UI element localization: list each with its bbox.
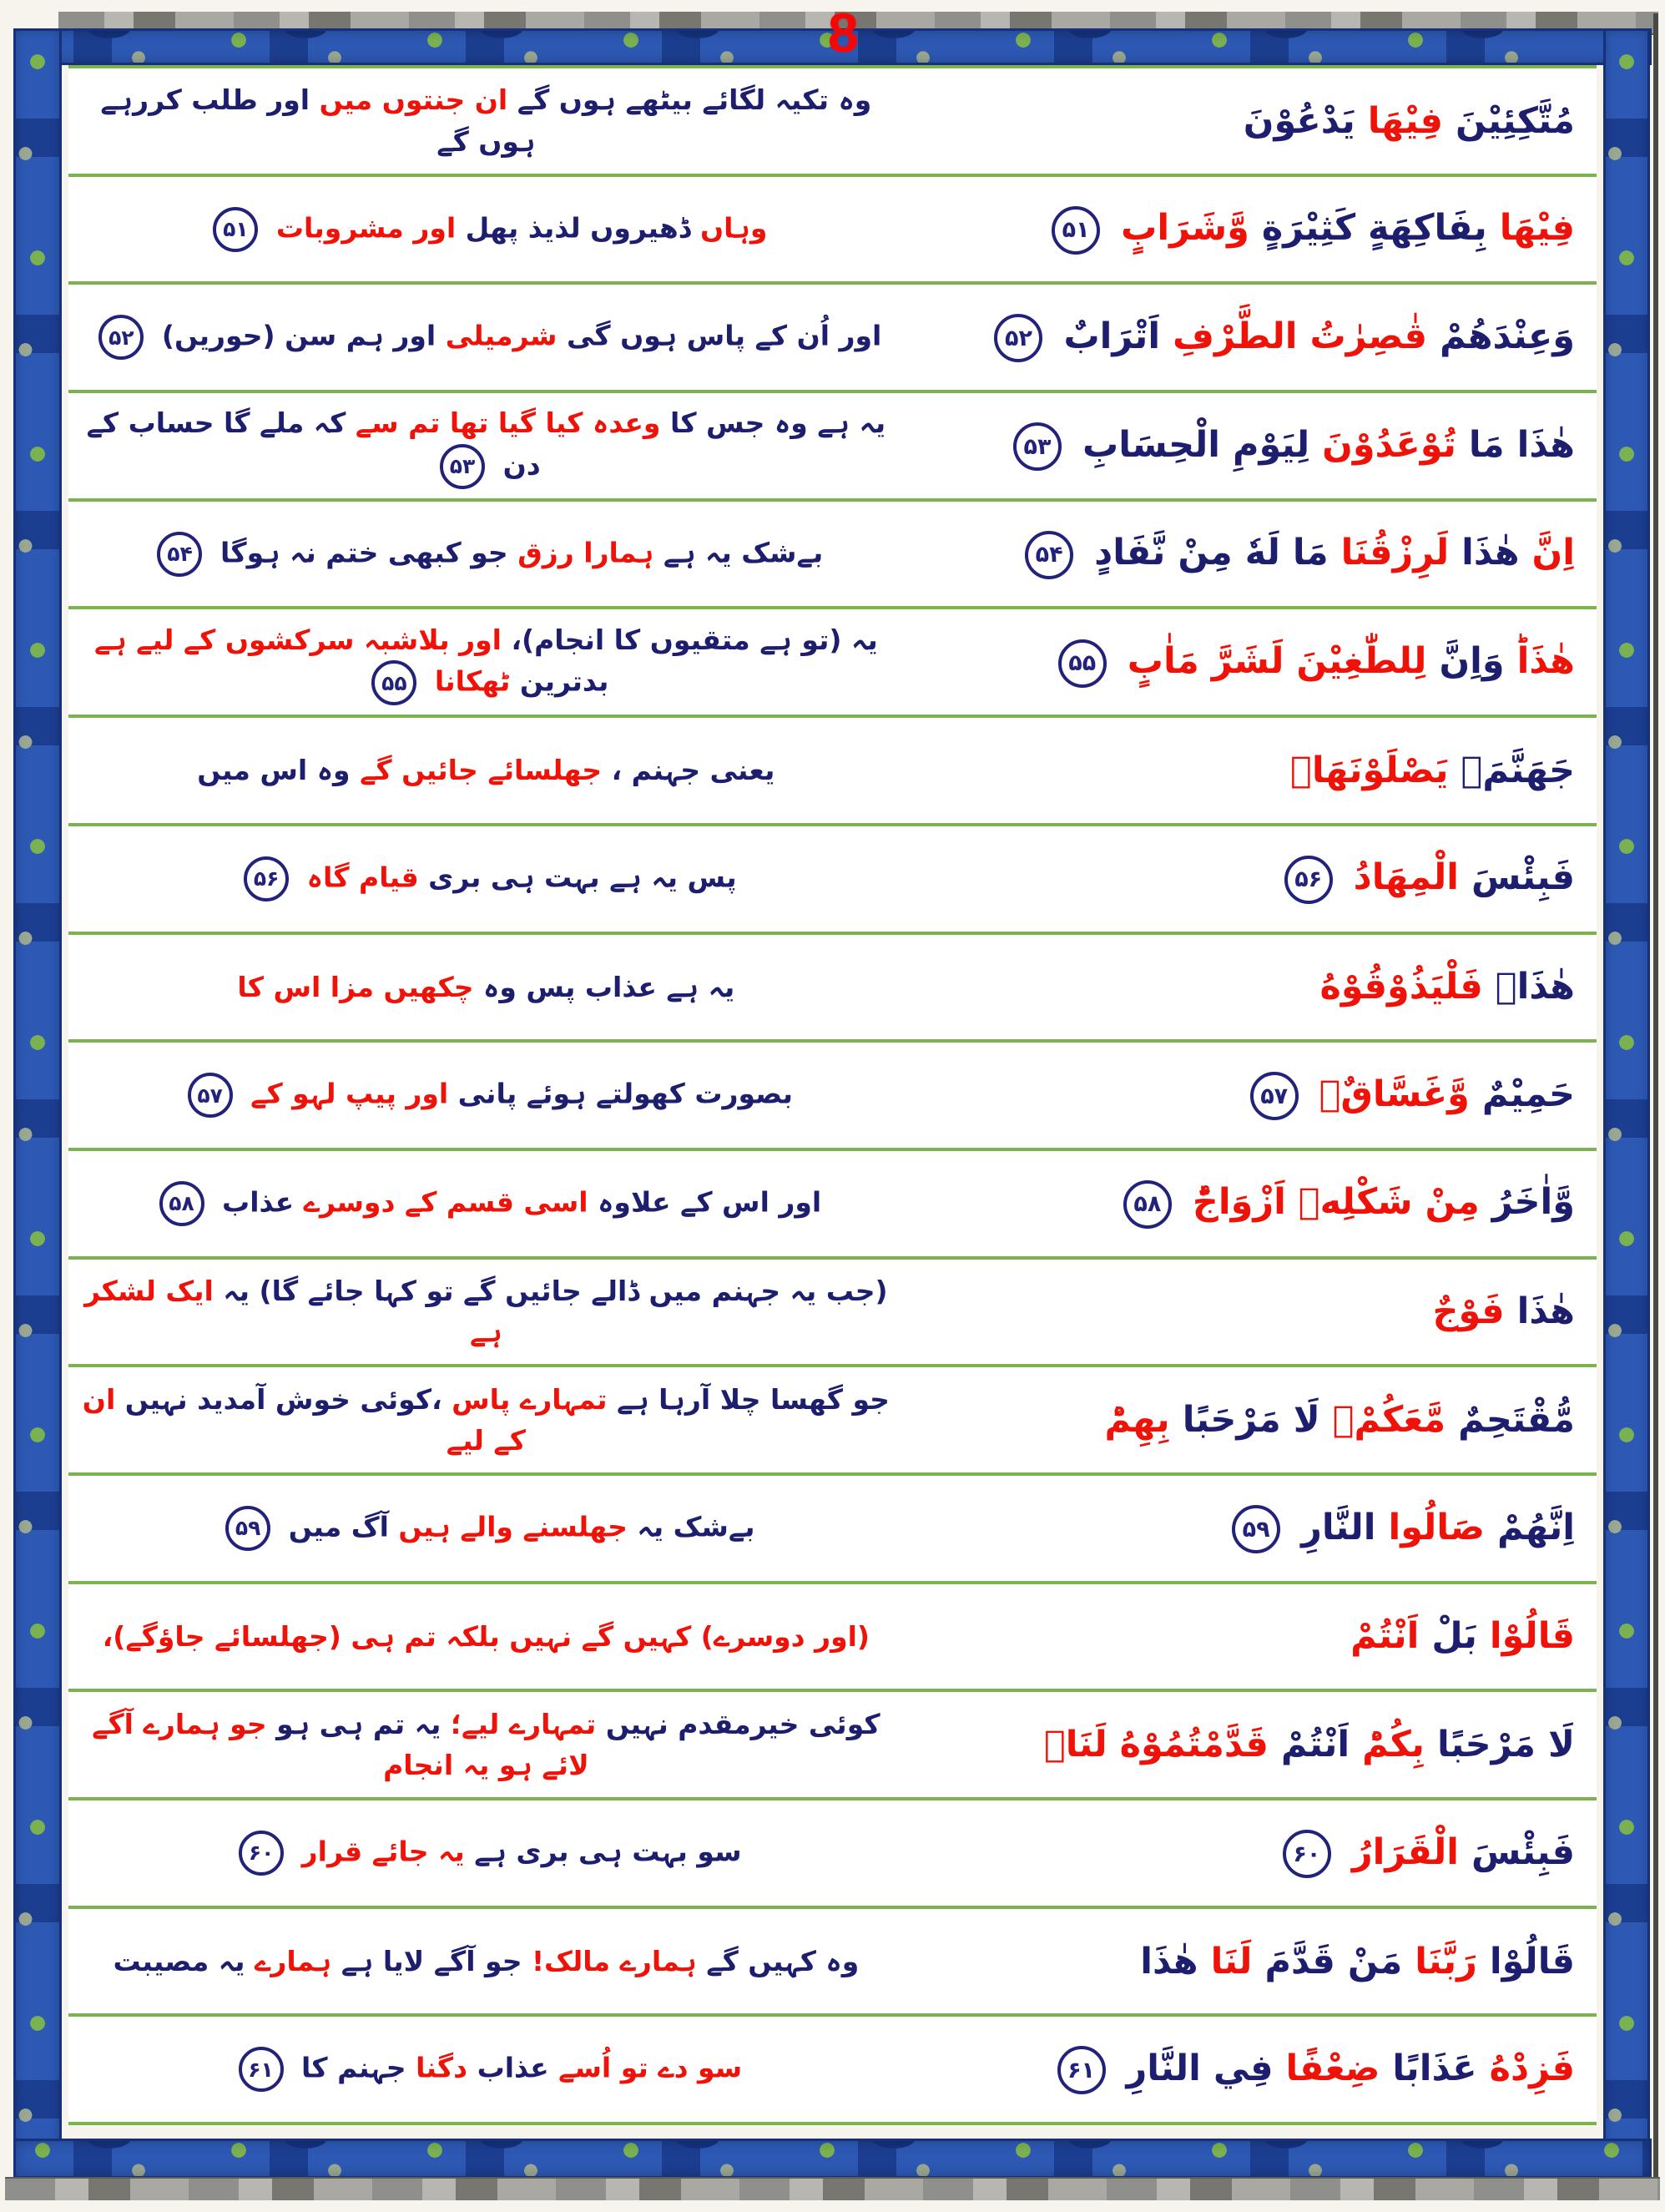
verse-row	[68, 826, 1597, 935]
verse-number-badge: ۵۳	[1013, 422, 1062, 471]
urdu-text-segment: (اور دوسرے) کہیں گے نہیں بلکہ تم ہی (جھلسائے جاؤگے)،	[102, 1619, 870, 1653]
urdu-text-segment: اسی قسم کے دوسرے	[303, 1185, 588, 1219]
verse-number-badge: ۵۷	[1250, 1072, 1299, 1120]
verse-number-badge: ۵۵	[371, 660, 416, 705]
arabic-text-segment: فَلْيَذُوْقُوْهُ	[1319, 966, 1483, 1008]
arabic-text-segment: قَدَّمْتُمُوْهُ لَنَاۚ	[1043, 1724, 1269, 1766]
urdu-text-segment: (جب یہ جہنم میں ڈالے جائیں گے تو کہا جائے گا) یہ	[223, 1274, 888, 1307]
arabic-text-segment: يَدْعُوْنَ	[1243, 99, 1355, 142]
urdu-text-segment: دگنا	[416, 2051, 468, 2084]
urdu-text-segment: سو بہت ہی بری ہے	[474, 1835, 742, 1868]
verse-row	[68, 1909, 1597, 2018]
verse-table	[68, 65, 1597, 2125]
urdu-translation	[68, 746, 907, 795]
arabic-text-segment: الْمِهَادُ	[1353, 856, 1459, 899]
arabic-text-segment: اَتْرَابٌ	[1063, 315, 1161, 357]
arabic-text-segment: مُتَّكِئِيْنَ	[1456, 99, 1575, 142]
urdu-text-segment: چکھیں مزا اس کا	[237, 970, 474, 1003]
arabic-text-segment: بِكُمْؕ	[1362, 1724, 1425, 1766]
urdu-translation	[68, 528, 907, 580]
arabic-verse	[907, 1608, 1597, 1664]
urdu-translation	[68, 399, 907, 492]
urdu-text-segment: بےشک یہ ہے	[663, 536, 824, 569]
arabic-text-segment: وَّشَرَابٍ	[1121, 207, 1249, 250]
arabic-text-segment: رَبَّنَا	[1415, 1940, 1477, 1982]
verse-number-badge: ۵۷	[188, 1073, 233, 1118]
arabic-verse	[907, 1934, 1597, 1989]
scan-edge-right	[1653, 13, 1658, 2199]
verse-row	[68, 177, 1597, 285]
arabic-text-segment: فَزِدْهُ	[1489, 2047, 1575, 2089]
urdu-text-segment: اور پیپ لہو کے	[250, 1077, 449, 1110]
urdu-text-segment: یہ مصیبت	[113, 1944, 245, 1977]
verse-number-badge: ۵۱	[1052, 206, 1100, 255]
verse-row	[68, 1367, 1597, 1476]
urdu-translation	[68, 1502, 907, 1554]
arabic-verse	[907, 2041, 1597, 2098]
arabic-verse	[907, 309, 1597, 366]
arabic-text-segment: بِهِمْؕ	[1104, 1399, 1170, 1442]
urdu-text-segment: کہ ملے گا حساب کے دن	[86, 407, 541, 482]
urdu-translation	[68, 2043, 907, 2095]
urdu-text-segment: جو ہمارے آگے لائے ہو یہ انجام	[92, 1707, 589, 1782]
arabic-text-segment: الْقَرَارُ	[1351, 1831, 1459, 1873]
urdu-translation	[68, 311, 907, 363]
urdu-text-segment: بصورت کھولتے ہوئے پانی	[457, 1077, 794, 1110]
verse-number-badge: ۵۹	[1232, 1505, 1280, 1553]
arabic-text-segment: ضِعْفًا	[1285, 2047, 1380, 2089]
ornate-border-left	[13, 28, 62, 2179]
arabic-text-segment: تُوْعَدُوْنَ	[1322, 423, 1456, 466]
urdu-translation	[68, 1069, 907, 1121]
verse-row	[68, 609, 1597, 718]
urdu-text-segment: کوئی خیرمقدم نہیں	[605, 1707, 880, 1740]
urdu-text-segment: عذاب	[477, 2051, 549, 2084]
arabic-text-segment: هٰذَا	[1516, 1290, 1575, 1333]
arabic-text-segment: اَنْتُمْ	[1350, 1615, 1420, 1658]
urdu-text-segment: وعدہ کیا گیا تھا تم سے	[355, 407, 661, 440]
verse-number-badge: ۵۳	[440, 444, 485, 489]
verse-number-badge: ۶۱	[1057, 2046, 1106, 2094]
scan-strip-bottom	[5, 2179, 1660, 2200]
urdu-text-segment: عذاب	[222, 1185, 295, 1219]
verse-row	[68, 1151, 1597, 1260]
arabic-text-segment: لَنَا	[1210, 1940, 1253, 1982]
urdu-translation	[68, 1613, 907, 1661]
verse-row	[68, 1584, 1597, 1693]
verse-row	[68, 1260, 1597, 1368]
urdu-text-segment: ٹھکانا	[434, 664, 511, 698]
urdu-text-segment: پس یہ ہے بہت ہی بری	[428, 861, 737, 894]
verse-number-badge: ۵۵	[1058, 639, 1107, 688]
arabic-text-segment: فَوْجٌ	[1432, 1290, 1505, 1333]
verse-row	[68, 2017, 1597, 2122]
verse-row	[68, 393, 1597, 502]
arabic-text-segment: جَهَنَّمَۚ	[1461, 749, 1575, 791]
verse-number-badge: ۵۹	[225, 1506, 270, 1551]
verse-number-badge: ۵۴	[1025, 531, 1073, 579]
verse-row	[68, 68, 1597, 177]
urdu-text-segment: یعنی جہنم ،	[611, 754, 775, 787]
ornate-border-bottom	[13, 2139, 1652, 2179]
arabic-text-segment: لَرِزْقُنَا	[1340, 532, 1450, 574]
urdu-text-segment: ان کے لیے	[82, 1382, 526, 1457]
arabic-text-segment: يَصْلَوْنَهَاۚ	[1290, 749, 1449, 791]
arabic-text-segment: النَّارِ	[1301, 1506, 1376, 1548]
urdu-text-segment: ان جنتوں میں	[319, 83, 508, 117]
urdu-translation	[68, 1700, 907, 1790]
verse-number-badge: ۶۱	[239, 2047, 284, 2092]
arabic-text-segment: هٰذَاؕ	[1516, 640, 1575, 683]
urdu-text-segment: وہاں	[699, 211, 768, 245]
arabic-text-segment: مِنْ شَكْلِهٖ اَزْوَاجٌؕ	[1192, 1181, 1480, 1224]
arabic-text-segment: فَبِئْسَ	[1471, 856, 1575, 899]
verse-row	[68, 1476, 1597, 1584]
urdu-translation	[68, 853, 907, 905]
verse-number-badge: ۵۶	[244, 856, 289, 901]
urdu-text-segment: وہ تکیہ لگائے بیٹھے ہوں گے	[517, 83, 872, 117]
arabic-verse	[907, 959, 1597, 1014]
arabic-text-segment: اِنَّ	[1531, 532, 1575, 574]
arabic-text-segment: مَّعَكُمْۚ	[1332, 1399, 1446, 1442]
arabic-verse	[907, 93, 1597, 149]
urdu-text-segment: تمہارے لیے؛	[450, 1707, 597, 1740]
arabic-text-segment: مُّقْتَحِمٌ	[1458, 1399, 1575, 1442]
arabic-text-segment: وَاِنَّ	[1439, 640, 1505, 683]
urdu-translation	[68, 204, 907, 255]
arabic-text-segment: قَالُوْا	[1489, 1615, 1575, 1658]
verse-number-badge: ۵۶	[1284, 856, 1333, 904]
arabic-verse	[907, 1284, 1597, 1339]
urdu-text-segment: جو آگے لایا ہے	[341, 1944, 522, 1977]
urdu-text-segment: اور ہم سن (حوریں)	[161, 319, 436, 352]
verse-row	[68, 285, 1597, 393]
verse-row	[68, 1800, 1597, 1909]
arabic-text-segment: اَنْتُمْ	[1280, 1724, 1350, 1766]
arabic-text-segment: لَا مَرْحَبًا	[1182, 1399, 1320, 1442]
arabic-verse	[907, 850, 1597, 907]
arabic-text-segment: مَنْ قَدَّمَ	[1264, 1940, 1403, 1982]
urdu-text-segment: اور مشروبات	[275, 211, 457, 245]
verse-number-badge: ۶۰	[1283, 1830, 1331, 1878]
arabic-text-segment: وَّغَسَّاقٌۙ	[1319, 1073, 1470, 1115]
verse-number-badge: ۵۸	[1123, 1180, 1172, 1229]
arabic-text-segment: قٰصِرٰتُ الطَّرْفِ	[1173, 315, 1427, 357]
arabic-verse	[907, 1500, 1597, 1558]
urdu-text-segment: جو کبھی ختم نہ ہوگا	[219, 536, 508, 569]
arabic-text-segment: لِيَوْمِ الْحِسَابِ	[1082, 423, 1310, 466]
arabic-verse	[907, 743, 1597, 798]
verse-row	[68, 935, 1597, 1043]
arabic-text-segment: مَا لَهٗ مِنْ نَّفَادٍ	[1094, 532, 1329, 574]
urdu-translation	[68, 1267, 907, 1356]
arabic-text-segment: وَّاٰخَرُ	[1491, 1181, 1575, 1224]
urdu-text-segment: یہ (تو ہے متقیوں کا انجام)،	[511, 623, 878, 656]
urdu-text-segment: ڈھیروں لذیذ پھل	[465, 211, 691, 245]
urdu-text-segment: بدترین	[519, 664, 609, 698]
urdu-text-segment: بےشک یہ	[637, 1510, 755, 1543]
urdu-text-segment: ایک لشکر ہے	[84, 1274, 502, 1349]
verse-row	[68, 502, 1597, 610]
arabic-text-segment: قَالُوْا	[1489, 1940, 1575, 1982]
urdu-translation	[68, 1937, 907, 1986]
arabic-verse	[907, 1717, 1597, 1772]
urdu-translation	[68, 1178, 907, 1230]
verse-row	[68, 1692, 1597, 1800]
arabic-text-segment: فِيْهَا	[1499, 207, 1575, 250]
arabic-verse	[907, 525, 1597, 583]
urdu-text-segment: وہ اس میں	[197, 754, 351, 787]
urdu-text-segment: ہمارے	[255, 1944, 332, 1977]
verse-number-badge: ۵۲	[98, 315, 144, 360]
urdu-text-segment: شرمیلی	[445, 319, 558, 352]
urdu-text-segment: جھلسائے جائیں گے	[360, 754, 603, 787]
urdu-text-segment: قیام گاہ	[306, 861, 419, 894]
urdu-text-segment: یہ تم ہی ہو	[276, 1707, 441, 1740]
verse-number-badge: ۵۸	[159, 1181, 204, 1226]
arabic-text-segment: هٰذَا	[1140, 1940, 1198, 1982]
urdu-translation	[68, 963, 907, 1012]
urdu-text-segment: اور اس کے علاوہ	[598, 1185, 822, 1219]
arabic-text-segment: هٰذَاۙ	[1495, 966, 1575, 1008]
arabic-verse	[907, 1067, 1597, 1124]
urdu-text-segment: اور طلب کررہے ہوں گے	[100, 83, 536, 158]
verse-number-badge: ۶۰	[239, 1831, 284, 1876]
urdu-translation	[68, 1827, 907, 1879]
arabic-text-segment: فَبِئْسَ	[1471, 1831, 1575, 1873]
verse-row	[68, 718, 1597, 826]
urdu-translation	[68, 76, 907, 165]
urdu-text-segment: یہ جائے قرار	[301, 1835, 465, 1868]
urdu-text-segment: ،کوئی خوش آمدید نہیں	[124, 1382, 442, 1416]
urdu-text-segment: وہ کہیں گے	[706, 1944, 860, 1977]
arabic-text-segment: هٰذَا	[1461, 532, 1520, 574]
urdu-text-segment: یہ ہے وہ جس کا	[669, 407, 886, 440]
arabic-text-segment: حَمِيْمٌ	[1481, 1073, 1575, 1115]
arabic-text-segment: فِي النَّارِ	[1126, 2047, 1274, 2089]
verse-number-badge: ۵۲	[994, 314, 1042, 362]
arabic-text-segment: فِيْهَا	[1367, 99, 1444, 142]
arabic-verse	[907, 1392, 1597, 1447]
urdu-translation	[68, 1376, 907, 1465]
urdu-text-segment: اور بلاشبہ سرکشوں کے لیے ہے	[94, 623, 502, 656]
arabic-text-segment: اِنَّهُمْ	[1497, 1506, 1575, 1548]
urdu-text-segment: ہمارا رزق	[517, 536, 654, 569]
verse-number-badge: ۵۴	[157, 532, 202, 577]
arabic-verse	[907, 1825, 1597, 1882]
verse-row	[68, 1043, 1597, 1151]
arabic-text-segment: بِفَاكِهَةٍ كَثِيْرَةٍ	[1261, 207, 1487, 250]
arabic-verse	[907, 634, 1597, 691]
arabic-verse	[907, 417, 1597, 475]
arabic-text-segment: لِلطّٰغِيْنَ لَشَرَّ مَاٰبٍ	[1127, 640, 1427, 683]
urdu-text-segment: آگ میں	[288, 1510, 389, 1543]
arabic-text-segment: بَلْ	[1431, 1615, 1477, 1658]
arabic-text-segment: صَالُوا	[1388, 1506, 1486, 1548]
arabic-text-segment: وَعِنْدَهُمْ	[1439, 315, 1575, 357]
urdu-text-segment: تمہارے پاس	[452, 1382, 608, 1416]
ornate-border-right	[1603, 28, 1650, 2179]
arabic-text-segment: هٰذَا مَا	[1468, 423, 1575, 466]
arabic-text-segment: لَا مَرْحَبًا	[1436, 1724, 1575, 1766]
arabic-text-segment: عَذَابًا	[1392, 2047, 1477, 2089]
urdu-text-segment: ہمارے مالک!	[532, 1944, 697, 1977]
arabic-verse	[907, 200, 1597, 258]
urdu-text-segment: جو گھسا چلا آرہا ہے	[617, 1382, 890, 1416]
verse-number-badge: ۵۱	[213, 207, 258, 252]
urdu-text-segment: جہنم کا	[301, 2051, 406, 2084]
urdu-translation	[68, 616, 907, 710]
arabic-verse	[907, 1174, 1597, 1232]
urdu-text-segment: یہ ہے عذاب پس وہ	[483, 970, 735, 1003]
urdu-text-segment: جھلسنے والے ہیں	[398, 1510, 628, 1543]
urdu-text-segment: سو دے تو اُسے	[558, 2051, 743, 2084]
urdu-text-segment: اور اُن کے پاس ہوں گی	[567, 319, 882, 352]
page-number: 8	[828, 2, 859, 63]
